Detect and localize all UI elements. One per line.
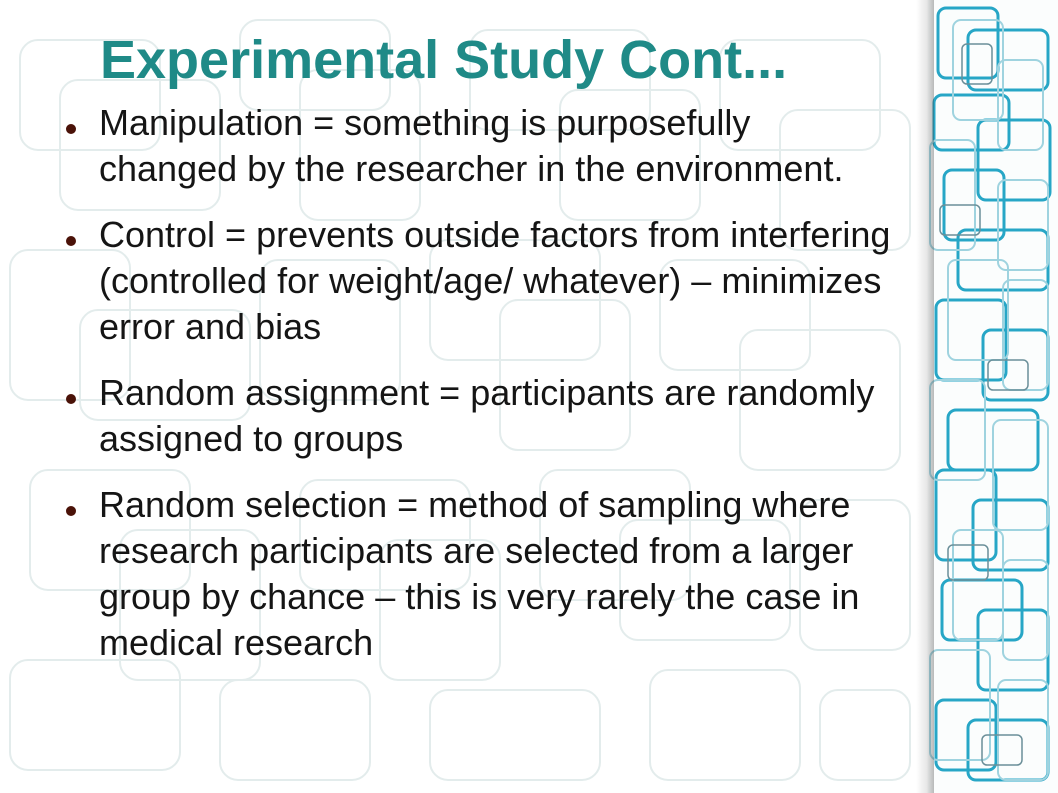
- round-bullet-icon: [66, 236, 76, 246]
- round-bullet-icon: [66, 394, 76, 404]
- bullet-text: Random assignment = participants are randomly assigned to groups: [99, 372, 875, 459]
- bullet-item: [66, 212, 896, 350]
- page-edge-shadow: [916, 0, 934, 793]
- bullet-text: Random selection = method of sampling where research participants are selected from a larger group by chance – this is very rarely the case in medical research: [99, 484, 860, 663]
- bullet-item: [66, 482, 896, 666]
- bullet-list: [66, 100, 896, 686]
- bullet-text: Manipulation = something is purposefully changed by the researcher in the environment.: [99, 102, 844, 189]
- round-bullet-icon: [66, 124, 76, 134]
- right-decorative-panel: [928, 0, 1058, 793]
- bullet-item: [66, 370, 896, 462]
- round-bullet-icon: [66, 506, 76, 516]
- slide-title: Experimental Study Cont...: [100, 30, 788, 90]
- bullet-text: Control = prevents outside factors from interfering (controlled for weight/age/ whatever) – minimizes error and bias: [99, 214, 891, 347]
- bullet-item: [66, 100, 896, 192]
